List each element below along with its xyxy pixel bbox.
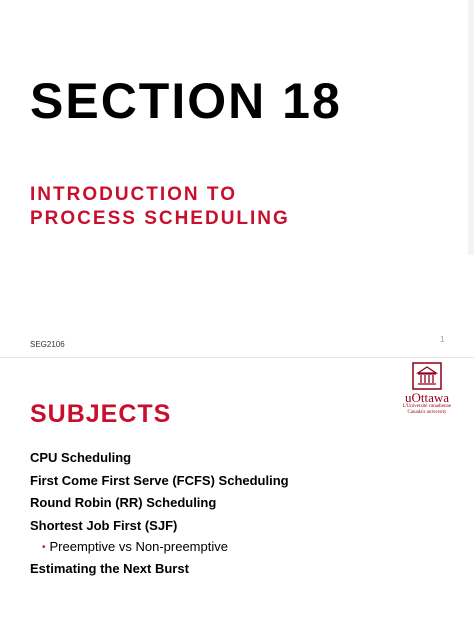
logo-name: uOttawa	[404, 390, 450, 405]
subtitle-line-2: PROCESS SCHEDULING	[30, 208, 290, 229]
section-title: SECTION 18	[30, 73, 342, 129]
university-logo	[394, 362, 460, 432]
list-item: Round Robin (RR) Scheduling	[30, 495, 217, 510]
list-item: CPU Scheduling	[30, 450, 132, 465]
subjects-heading: SUBJECTS	[30, 400, 172, 428]
list-item: First Come First Serve (FCFS) Scheduling	[30, 472, 289, 488]
logo-tagline-en: Canada's university	[407, 410, 447, 415]
section-subtitle	[30, 183, 290, 231]
sub-item-text: Preemptive vs Non-preemptive	[49, 539, 228, 554]
bullet-icon: •	[42, 542, 46, 553]
slide-edge-bar	[468, 0, 474, 255]
building-icon	[412, 362, 442, 390]
list-item: Shortest Job First (SJF)	[30, 517, 178, 533]
subjects-list	[30, 447, 289, 581]
course-code: SEG2106	[30, 340, 65, 349]
logo-tagline-fr: L'Université canadienne	[402, 404, 452, 409]
list-item: Estimating the Next Burst	[30, 561, 189, 576]
page-number: 1	[440, 335, 445, 344]
subtitle-line-1: INTRODUCTION TO	[30, 184, 237, 205]
sub-list-item	[30, 537, 289, 558]
